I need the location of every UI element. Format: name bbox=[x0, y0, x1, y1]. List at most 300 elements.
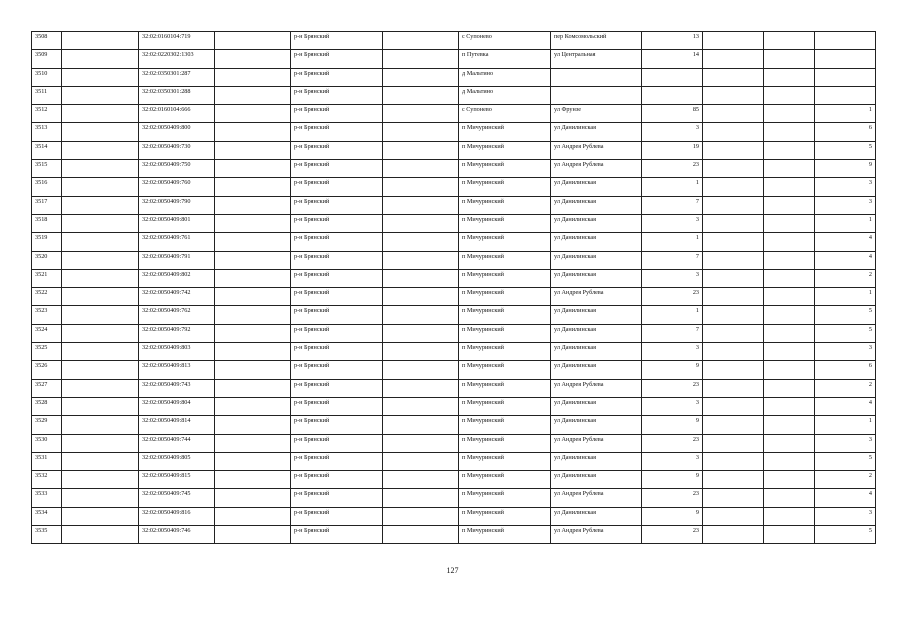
cell-row-number: 3526 bbox=[32, 361, 62, 379]
cell-settlement: п Мичуринский bbox=[459, 233, 551, 251]
table-row bbox=[32, 489, 876, 507]
cell-blank-col-4 bbox=[215, 361, 291, 379]
cell-apartment-number bbox=[815, 68, 876, 86]
table-row bbox=[32, 324, 876, 342]
cell-blank-col-2 bbox=[62, 507, 139, 525]
cell-apartment-number: 4 bbox=[815, 489, 876, 507]
cell-blank-col-2 bbox=[62, 343, 139, 361]
cell-settlement: п Мичуринский bbox=[459, 123, 551, 141]
cell-blank-col-10 bbox=[703, 361, 764, 379]
cell-blank-col-10 bbox=[703, 141, 764, 159]
cell-settlement: п Мичуринский bbox=[459, 141, 551, 159]
cell-settlement: с Супонево bbox=[459, 32, 551, 50]
cell-blank-col-2 bbox=[62, 178, 139, 196]
cell-blank-col-2 bbox=[62, 141, 139, 159]
cell-cadastral-number: 32:02:0350301:287 bbox=[139, 68, 215, 86]
cell-row-number: 3528 bbox=[32, 397, 62, 415]
cell-blank-col-2 bbox=[62, 86, 139, 104]
table-row bbox=[32, 32, 876, 50]
cell-settlement: п Мичуринский bbox=[459, 489, 551, 507]
cell-row-number: 3510 bbox=[32, 68, 62, 86]
cell-cadastral-number: 32:02:0050409:742 bbox=[139, 288, 215, 306]
cell-cadastral-number: 32:02:0050409:803 bbox=[139, 343, 215, 361]
cell-settlement: п Мичуринский bbox=[459, 452, 551, 470]
cell-street: ул Данилинская bbox=[551, 452, 642, 470]
cell-settlement: п Мичуринский bbox=[459, 343, 551, 361]
cell-house-number: 3 bbox=[642, 269, 703, 287]
cell-blank-col-11 bbox=[764, 306, 815, 324]
cell-blank-col-6 bbox=[383, 141, 459, 159]
cell-blank-col-6 bbox=[383, 196, 459, 214]
cell-street: ул Центральная bbox=[551, 50, 642, 68]
cell-blank-col-10 bbox=[703, 507, 764, 525]
cell-blank-col-4 bbox=[215, 343, 291, 361]
table-row bbox=[32, 269, 876, 287]
cell-blank-col-6 bbox=[383, 68, 459, 86]
cell-blank-col-11 bbox=[764, 434, 815, 452]
cell-blank-col-2 bbox=[62, 233, 139, 251]
cell-house-number: 23 bbox=[642, 526, 703, 544]
cell-blank-col-11 bbox=[764, 269, 815, 287]
cell-house-number: 1 bbox=[642, 306, 703, 324]
cell-blank-col-10 bbox=[703, 178, 764, 196]
cell-apartment-number: 3 bbox=[815, 343, 876, 361]
cell-blank-col-4 bbox=[215, 196, 291, 214]
cell-street: ул Данилинская bbox=[551, 233, 642, 251]
cell-blank-col-11 bbox=[764, 526, 815, 544]
cell-district: р-н Брянский bbox=[291, 434, 383, 452]
cell-apartment-number: 3 bbox=[815, 434, 876, 452]
cell-blank-col-11 bbox=[764, 160, 815, 178]
cell-blank-col-4 bbox=[215, 160, 291, 178]
cell-blank-col-10 bbox=[703, 526, 764, 544]
cell-blank-col-11 bbox=[764, 123, 815, 141]
cell-cadastral-number: 32:02:0050409:804 bbox=[139, 397, 215, 415]
cell-blank-col-6 bbox=[383, 324, 459, 342]
cell-row-number: 3534 bbox=[32, 507, 62, 525]
cell-street: ул Данилинская bbox=[551, 507, 642, 525]
cell-blank-col-2 bbox=[62, 251, 139, 269]
cell-apartment-number: 5 bbox=[815, 452, 876, 470]
cell-blank-col-11 bbox=[764, 361, 815, 379]
cell-blank-col-6 bbox=[383, 251, 459, 269]
cell-blank-col-11 bbox=[764, 397, 815, 415]
cell-street: ул Данилинская bbox=[551, 123, 642, 141]
cell-house-number: 3 bbox=[642, 123, 703, 141]
cell-cadastral-number: 32:02:0050409:750 bbox=[139, 160, 215, 178]
cell-house-number: 3 bbox=[642, 343, 703, 361]
table-row bbox=[32, 214, 876, 232]
cell-row-number: 3516 bbox=[32, 178, 62, 196]
cell-blank-col-2 bbox=[62, 416, 139, 434]
cell-house-number: 85 bbox=[642, 105, 703, 123]
cell-blank-col-6 bbox=[383, 471, 459, 489]
cell-blank-col-10 bbox=[703, 489, 764, 507]
cell-district: р-н Брянский bbox=[291, 269, 383, 287]
cell-apartment-number: 5 bbox=[815, 526, 876, 544]
cell-blank-col-4 bbox=[215, 288, 291, 306]
table-row bbox=[32, 526, 876, 544]
cell-blank-col-4 bbox=[215, 452, 291, 470]
cell-district: р-н Брянский bbox=[291, 123, 383, 141]
cell-blank-col-10 bbox=[703, 86, 764, 104]
cell-blank-col-11 bbox=[764, 105, 815, 123]
cell-apartment-number: 2 bbox=[815, 269, 876, 287]
cell-street: ул Данилинская bbox=[551, 397, 642, 415]
cell-blank-col-11 bbox=[764, 178, 815, 196]
cell-apartment-number: 5 bbox=[815, 324, 876, 342]
cell-blank-col-2 bbox=[62, 361, 139, 379]
cell-street bbox=[551, 68, 642, 86]
cell-blank-col-4 bbox=[215, 233, 291, 251]
cell-blank-col-2 bbox=[62, 452, 139, 470]
cell-settlement: п Мичуринский bbox=[459, 434, 551, 452]
cell-blank-col-2 bbox=[62, 105, 139, 123]
cell-street: ул Данилинская bbox=[551, 214, 642, 232]
cell-district: р-н Брянский bbox=[291, 288, 383, 306]
cell-apartment-number: 2 bbox=[815, 471, 876, 489]
cell-blank-col-2 bbox=[62, 269, 139, 287]
cell-row-number: 3512 bbox=[32, 105, 62, 123]
cell-apartment-number: 6 bbox=[815, 123, 876, 141]
cell-blank-col-10 bbox=[703, 196, 764, 214]
cell-blank-col-6 bbox=[383, 32, 459, 50]
cell-house-number: 9 bbox=[642, 507, 703, 525]
cell-street: ул Данилинская bbox=[551, 361, 642, 379]
cell-district: р-н Брянский bbox=[291, 343, 383, 361]
cell-blank-col-11 bbox=[764, 141, 815, 159]
cell-blank-col-6 bbox=[383, 416, 459, 434]
cell-blank-col-4 bbox=[215, 434, 291, 452]
cell-settlement: п Мичуринский bbox=[459, 507, 551, 525]
cell-blank-col-10 bbox=[703, 32, 764, 50]
table-row bbox=[32, 452, 876, 470]
cell-district: р-н Брянский bbox=[291, 452, 383, 470]
table-row bbox=[32, 471, 876, 489]
cell-blank-col-11 bbox=[764, 233, 815, 251]
cell-blank-col-6 bbox=[383, 50, 459, 68]
table-row bbox=[32, 196, 876, 214]
cell-cadastral-number: 32:02:0050409:801 bbox=[139, 214, 215, 232]
cell-blank-col-4 bbox=[215, 214, 291, 232]
cell-cadastral-number: 32:02:0160104:666 bbox=[139, 105, 215, 123]
cell-house-number bbox=[642, 86, 703, 104]
cell-apartment-number: 1 bbox=[815, 105, 876, 123]
cell-blank-col-6 bbox=[383, 507, 459, 525]
cell-cadastral-number: 32:02:0050409:816 bbox=[139, 507, 215, 525]
cell-house-number: 3 bbox=[642, 452, 703, 470]
cell-street: ул Фрунзе bbox=[551, 105, 642, 123]
cell-blank-col-10 bbox=[703, 105, 764, 123]
cell-blank-col-6 bbox=[383, 379, 459, 397]
cell-blank-col-11 bbox=[764, 196, 815, 214]
cell-blank-col-11 bbox=[764, 288, 815, 306]
cell-street: ул Андрея Рублева bbox=[551, 526, 642, 544]
cell-house-number: 23 bbox=[642, 434, 703, 452]
cell-district: р-н Брянский bbox=[291, 86, 383, 104]
table-row bbox=[32, 68, 876, 86]
cell-cadastral-number: 32:02:0050409:743 bbox=[139, 379, 215, 397]
cell-blank-col-2 bbox=[62, 526, 139, 544]
cell-settlement: п Мичуринский bbox=[459, 269, 551, 287]
cell-street: ул Андрея Рублева bbox=[551, 160, 642, 178]
cell-settlement: п Мичуринский bbox=[459, 288, 551, 306]
cell-blank-col-2 bbox=[62, 324, 139, 342]
cell-district: р-н Брянский bbox=[291, 32, 383, 50]
table-row bbox=[32, 123, 876, 141]
cell-district: р-н Брянский bbox=[291, 214, 383, 232]
cell-district: р-н Брянский bbox=[291, 160, 383, 178]
cell-street: ул Андрея Рублева bbox=[551, 141, 642, 159]
cell-settlement: п Мичуринский bbox=[459, 379, 551, 397]
cell-apartment-number: 4 bbox=[815, 397, 876, 415]
cell-cadastral-number: 32:02:0050409:730 bbox=[139, 141, 215, 159]
cell-row-number: 3520 bbox=[32, 251, 62, 269]
cell-blank-col-2 bbox=[62, 288, 139, 306]
cell-blank-col-4 bbox=[215, 379, 291, 397]
cell-settlement: п Мичуринский bbox=[459, 214, 551, 232]
cell-house-number: 14 bbox=[642, 50, 703, 68]
cell-cadastral-number: 32:02:0050409:745 bbox=[139, 489, 215, 507]
cell-blank-col-2 bbox=[62, 196, 139, 214]
cell-apartment-number: 4 bbox=[815, 251, 876, 269]
table-row bbox=[32, 178, 876, 196]
cell-house-number: 19 bbox=[642, 141, 703, 159]
cell-apartment-number: 1 bbox=[815, 288, 876, 306]
cell-blank-col-6 bbox=[383, 306, 459, 324]
cell-district: р-н Брянский bbox=[291, 526, 383, 544]
cell-cadastral-number: 32:02:0050409:790 bbox=[139, 196, 215, 214]
table-row bbox=[32, 379, 876, 397]
cell-blank-col-4 bbox=[215, 416, 291, 434]
cell-settlement: п Мичуринский bbox=[459, 471, 551, 489]
cell-blank-col-10 bbox=[703, 123, 764, 141]
cell-blank-col-11 bbox=[764, 452, 815, 470]
cell-house-number: 23 bbox=[642, 379, 703, 397]
cell-blank-col-10 bbox=[703, 434, 764, 452]
cell-house-number: 9 bbox=[642, 416, 703, 434]
cell-house-number: 7 bbox=[642, 251, 703, 269]
cell-street: ул Данилинская bbox=[551, 324, 642, 342]
cell-row-number: 3531 bbox=[32, 452, 62, 470]
table-row bbox=[32, 105, 876, 123]
cell-row-number: 3529 bbox=[32, 416, 62, 434]
cell-blank-col-6 bbox=[383, 361, 459, 379]
cell-district: р-н Брянский bbox=[291, 416, 383, 434]
cell-blank-col-2 bbox=[62, 160, 139, 178]
cell-house-number: 1 bbox=[642, 233, 703, 251]
cell-street: ул Данилинская bbox=[551, 416, 642, 434]
cell-cadastral-number: 32:02:0050409:761 bbox=[139, 233, 215, 251]
cell-blank-col-6 bbox=[383, 178, 459, 196]
cell-blank-col-2 bbox=[62, 379, 139, 397]
cell-apartment-number: 1 bbox=[815, 416, 876, 434]
cell-settlement: п Мичуринский bbox=[459, 526, 551, 544]
cell-house-number: 3 bbox=[642, 214, 703, 232]
cell-house-number bbox=[642, 68, 703, 86]
cell-blank-col-10 bbox=[703, 68, 764, 86]
cell-blank-col-10 bbox=[703, 306, 764, 324]
cell-blank-col-6 bbox=[383, 288, 459, 306]
cell-cadastral-number: 32:02:0050409:802 bbox=[139, 269, 215, 287]
cell-blank-col-11 bbox=[764, 32, 815, 50]
cell-blank-col-10 bbox=[703, 324, 764, 342]
cell-row-number: 3515 bbox=[32, 160, 62, 178]
cell-blank-col-4 bbox=[215, 105, 291, 123]
cell-row-number: 3533 bbox=[32, 489, 62, 507]
cell-apartment-number: 5 bbox=[815, 141, 876, 159]
cell-apartment-number: 6 bbox=[815, 361, 876, 379]
cell-blank-col-10 bbox=[703, 452, 764, 470]
cell-district: р-н Брянский bbox=[291, 507, 383, 525]
cell-blank-col-6 bbox=[383, 105, 459, 123]
cell-blank-col-2 bbox=[62, 68, 139, 86]
cell-cadastral-number: 32:02:0050409:746 bbox=[139, 526, 215, 544]
cell-blank-col-10 bbox=[703, 50, 764, 68]
cell-district: р-н Брянский bbox=[291, 397, 383, 415]
cell-settlement: п Мичуринский bbox=[459, 361, 551, 379]
cell-blank-col-4 bbox=[215, 306, 291, 324]
table-row bbox=[32, 434, 876, 452]
cell-blank-col-6 bbox=[383, 160, 459, 178]
cell-blank-col-2 bbox=[62, 32, 139, 50]
cell-row-number: 3525 bbox=[32, 343, 62, 361]
cell-blank-col-6 bbox=[383, 452, 459, 470]
cell-street: ул Андрея Рублева bbox=[551, 434, 642, 452]
cell-settlement: п Мичуринский bbox=[459, 416, 551, 434]
cell-district: р-н Брянский bbox=[291, 306, 383, 324]
cell-blank-col-10 bbox=[703, 288, 764, 306]
table-row bbox=[32, 507, 876, 525]
cell-house-number: 7 bbox=[642, 324, 703, 342]
cell-blank-col-11 bbox=[764, 50, 815, 68]
cell-house-number: 7 bbox=[642, 196, 703, 214]
cell-cadastral-number: 32:02:0050409:762 bbox=[139, 306, 215, 324]
table-row bbox=[32, 233, 876, 251]
cell-house-number: 9 bbox=[642, 361, 703, 379]
cell-settlement: д Мальтино bbox=[459, 68, 551, 86]
cell-blank-col-4 bbox=[215, 507, 291, 525]
cell-cadastral-number: 32:02:0050409:815 bbox=[139, 471, 215, 489]
cell-blank-col-11 bbox=[764, 214, 815, 232]
cell-blank-col-10 bbox=[703, 214, 764, 232]
cell-cadastral-number: 32:02:0050409:805 bbox=[139, 452, 215, 470]
table-row bbox=[32, 288, 876, 306]
cell-blank-col-6 bbox=[383, 397, 459, 415]
table-row bbox=[32, 160, 876, 178]
cell-blank-col-4 bbox=[215, 251, 291, 269]
cell-house-number: 13 bbox=[642, 32, 703, 50]
cell-blank-col-4 bbox=[215, 526, 291, 544]
table-row bbox=[32, 306, 876, 324]
cell-row-number: 3530 bbox=[32, 434, 62, 452]
cell-settlement: п Мичуринский bbox=[459, 397, 551, 415]
cell-blank-col-2 bbox=[62, 306, 139, 324]
cell-blank-col-6 bbox=[383, 86, 459, 104]
cell-street: ул Данилинская bbox=[551, 306, 642, 324]
cell-row-number: 3517 bbox=[32, 196, 62, 214]
table-row bbox=[32, 416, 876, 434]
table-row bbox=[32, 251, 876, 269]
cell-row-number: 3514 bbox=[32, 141, 62, 159]
cell-settlement: п Мичуринский bbox=[459, 306, 551, 324]
cell-row-number: 3511 bbox=[32, 86, 62, 104]
cell-blank-col-6 bbox=[383, 214, 459, 232]
cell-blank-col-2 bbox=[62, 214, 139, 232]
cell-blank-col-10 bbox=[703, 416, 764, 434]
cell-settlement: с Супонево bbox=[459, 105, 551, 123]
cell-house-number: 9 bbox=[642, 471, 703, 489]
cell-blank-col-10 bbox=[703, 160, 764, 178]
cell-street: ул Данилинская bbox=[551, 471, 642, 489]
cell-blank-col-11 bbox=[764, 86, 815, 104]
cell-cadastral-number: 32:02:0050409:814 bbox=[139, 416, 215, 434]
cell-district: р-н Брянский bbox=[291, 105, 383, 123]
cell-cadastral-number: 32:02:0050409:744 bbox=[139, 434, 215, 452]
cell-cadastral-number: 32:02:0050409:813 bbox=[139, 361, 215, 379]
cell-settlement: д Мальтино bbox=[459, 86, 551, 104]
cell-district: р-н Брянский bbox=[291, 489, 383, 507]
table-row bbox=[32, 343, 876, 361]
cell-street: ул Данилинская bbox=[551, 178, 642, 196]
cell-settlement: п Путевка bbox=[459, 50, 551, 68]
cell-blank-col-11 bbox=[764, 68, 815, 86]
table-row bbox=[32, 50, 876, 68]
cell-cadastral-number: 32:02:0050409:792 bbox=[139, 324, 215, 342]
cell-row-number: 3519 bbox=[32, 233, 62, 251]
cell-blank-col-11 bbox=[764, 343, 815, 361]
registry-table bbox=[31, 31, 876, 544]
cell-blank-col-4 bbox=[215, 86, 291, 104]
cell-apartment-number: 4 bbox=[815, 233, 876, 251]
cell-blank-col-6 bbox=[383, 233, 459, 251]
cell-blank-col-6 bbox=[383, 526, 459, 544]
cell-blank-col-6 bbox=[383, 269, 459, 287]
cell-row-number: 3523 bbox=[32, 306, 62, 324]
cell-cadastral-number: 32:02:0350301:288 bbox=[139, 86, 215, 104]
cell-blank-col-11 bbox=[764, 379, 815, 397]
cell-street bbox=[551, 86, 642, 104]
cell-blank-col-4 bbox=[215, 123, 291, 141]
cell-apartment-number: 1 bbox=[815, 214, 876, 232]
cell-apartment-number: 3 bbox=[815, 196, 876, 214]
cell-blank-col-11 bbox=[764, 324, 815, 342]
cell-settlement: п Мичуринский bbox=[459, 251, 551, 269]
cell-row-number: 3521 bbox=[32, 269, 62, 287]
cell-blank-col-10 bbox=[703, 379, 764, 397]
cell-blank-col-2 bbox=[62, 50, 139, 68]
cell-district: р-н Брянский bbox=[291, 233, 383, 251]
cell-cadastral-number: 32:02:0050409:760 bbox=[139, 178, 215, 196]
cell-cadastral-number: 32:02:0050409:791 bbox=[139, 251, 215, 269]
cell-district: р-н Брянский bbox=[291, 50, 383, 68]
cell-blank-col-2 bbox=[62, 123, 139, 141]
cell-house-number: 23 bbox=[642, 288, 703, 306]
cell-street: ул Андрея Рублева bbox=[551, 489, 642, 507]
cell-blank-col-4 bbox=[215, 489, 291, 507]
cell-row-number: 3535 bbox=[32, 526, 62, 544]
cell-district: р-н Брянский bbox=[291, 379, 383, 397]
cell-apartment-number: 9 bbox=[815, 160, 876, 178]
cell-blank-col-4 bbox=[215, 178, 291, 196]
cell-street: ул Данилинская bbox=[551, 343, 642, 361]
cell-cadastral-number: 32:02:0220302:1303 bbox=[139, 50, 215, 68]
cell-apartment-number: 2 bbox=[815, 379, 876, 397]
cell-blank-col-11 bbox=[764, 489, 815, 507]
cell-blank-col-4 bbox=[215, 68, 291, 86]
cell-blank-col-4 bbox=[215, 141, 291, 159]
table-row bbox=[32, 397, 876, 415]
